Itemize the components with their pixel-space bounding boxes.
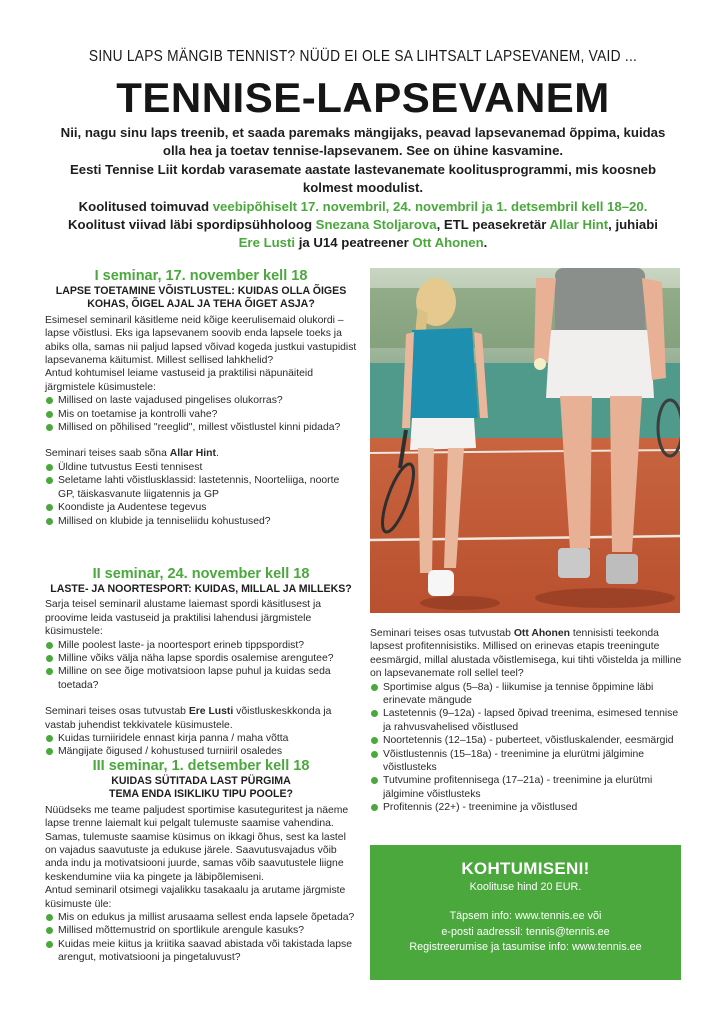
price-text: Koolituse hind 20 EUR.: [469, 881, 582, 893]
info-line: Registreerumise ja tasumise info: www.tennis.ee: [409, 941, 642, 953]
tennis-photo: [370, 268, 680, 613]
dates-prefix: Koolitused toimuvad: [78, 198, 213, 214]
paragraph: [370, 627, 682, 681]
seminar-subtitle: KUIDAS SÜTITADA LAST PÜRGIMA TEMA ENDA ISIKLIKU TIPU POOLE?: [108, 775, 294, 801]
seminar-3: [45, 758, 357, 965]
list-item: Milline võiks välja näha lapse spordis osalemise arengutee?: [45, 652, 357, 665]
list-item: Tutvumine profitennisega (17–21a) - treenimine ja elurütmi jälgimine võistlusteks: [370, 774, 682, 801]
speaker-name: Allar Hint: [169, 448, 216, 460]
intro-text-1: Nii, nagu sinu laps treenib, et saada paremaks mängijaks, peavad lapsevanemad õppima, kuidas olla hea ja toetav tennise-lapsevanem. See on ühine kasvamine.: [60, 125, 666, 159]
list-item: Üldine tutvustus Eesti tennisest: [45, 461, 357, 474]
list-item: Millised on laste vajadused pingelises olukorras?: [45, 394, 357, 407]
seminar-title: II seminar, 24. november kell 18: [92, 566, 310, 582]
speaker-name: Ott Ahonen: [513, 628, 570, 639]
list-item: Profitennis (22+) - treenimine ja võistlused: [370, 801, 682, 814]
seminar-title: III seminar, 1. detsember kell 18: [92, 758, 310, 774]
lead-mid: , juhiabi: [608, 217, 658, 233]
bullet-list: [370, 681, 682, 815]
seminar-subtitle: LAPSE TOETAMINE VÕISTLUSTEL: KUIDAS OLLA ÕIGES KOHAS, ÕIGEL AJAL JA TEHA ÕIGET ASJA?: [55, 285, 347, 311]
lead-end: .: [483, 235, 488, 251]
list-item: Mis on edukus ja millist arusaama sellest enda lapsele õpetada?: [45, 911, 357, 924]
tennis-court-illustration: [370, 268, 680, 613]
lead-mid: ja U14 peatreener: [295, 235, 413, 251]
list-item: Milline on see õige motivatsioon lapse puhul ja kuidas seda toetada?: [45, 665, 357, 692]
list-item: Mis on toetamise ja kontrolli vahe?: [45, 408, 357, 421]
text-end: tennisisti teekonda lapsest profitennisistiks. Millised on erinevas etapis treeningute eesmärgid, millal alustada võistlemisega, kui tihti võistelda ja milline on lapsevanemate roll sellel teel?: [370, 628, 682, 680]
info-line: e-posti aadressil: tennis@tennis.ee: [441, 925, 610, 938]
seminar-2: [45, 566, 357, 759]
paragraph: Nüüdseks me teame paljudest sportimise kasuteguritest ja näeme lapse trenne laiemalt kui pelgalt tulemuste saamise vahendina. Samas, tulemuste saamise küsimus on ikkagi õhus, sest ka lastel on vajadus saavutuste ja edukuse järele. Saavutusvajadus võib anda indu ja motivatsiooni juurde, samas võib saavutustele liigne keskendumine viia ka pingete ja läbipõlemiseni.: [45, 804, 349, 883]
lecturer-name: Ott Ahonen: [412, 235, 484, 251]
list-item: Millised on põhilised "reeglid", millest võistlustel kinni pidada?: [45, 421, 357, 434]
info-line: Täpsem info: www.tennis.ee või: [449, 910, 602, 922]
list-item: Kuidas turniiridele ennast kirja panna / maha võtta: [45, 732, 357, 745]
lecturer-name: Snezana Stoljarova: [315, 217, 437, 233]
lecturers-line: [60, 216, 666, 253]
contact-info: [370, 909, 681, 956]
list-item: Mille poolest laste- ja noortesport erineb tippspordist?: [45, 639, 357, 652]
list-item: Võistlustennis (15–18a) - treenimine ja elurütmi jälgimine võistlusteks: [370, 748, 682, 775]
text-prefix: Seminari teises saab sõna: [45, 448, 170, 460]
lecturer-name: Ere Lusti: [238, 235, 296, 251]
paragraph: [45, 705, 357, 732]
list-item: Millised on klubide ja tenniseliidu kohustused?: [45, 515, 357, 528]
lead-mid: , ETL peasekretär: [436, 217, 550, 233]
list-item: Noortetennis (12–15a) - puberteet, võistluskalender, eesmärgid: [370, 734, 682, 747]
bullet-list: [45, 639, 357, 693]
list-item: Sportimise algus (5–8a) - liikumise ja tennise õppimine läbi erinevate mängude: [370, 681, 682, 708]
text-end: võistluskeskkonda ja vastab juhendist tekkivatele küsimustele.: [45, 706, 332, 731]
bullet-list: [45, 461, 357, 528]
box-title: KOHTUMISENI!: [461, 859, 590, 878]
intro-text-2: Eesti Tennise Liit kordab varasemate aastate lastevanemate koolitusprogrammi, mis koosneb kolmest moodulist.: [69, 161, 657, 196]
paragraph: Esimesel seminaril käsitleme neid kõige keerulisemaid olukordi – lapse võistlusi. Eks iga lapsevanem soovib enda lapsele toeks ja abiks olla, samas nii paljud lapsed võivad kogeda justkui vastupidist lapsevanema käitumist. Millest sellised lahkhelid?: [45, 314, 357, 367]
text-end: .: [215, 448, 219, 460]
text-prefix: Seminari teises osas tutvustab: [45, 706, 189, 718]
paragraph: Antud seminaril otsimegi vajalikku tasakaalu ja arutame järgmiste küsimuste üle:: [45, 885, 346, 910]
list-item: Seletame lahti võistlusklassid: lastetennis, Noorteliiga, noorte GP, täiskasvanute liigatennis ja GP: [45, 474, 357, 501]
kicker-heading: SINU LAPS MÄNGIB TENNIST? NÜÜD EI OLE SA LIHTSALT LAPSEVANEM, VAID ...: [88, 48, 638, 65]
seminar-subtitle: LASTE- JA NOORTESPORT: KUIDAS, MILLAL JA MILLEKS?: [50, 583, 352, 595]
dates-highlight: veebipõhiselt 17. novembril, 24. novembril ja 1. detsembril kell 18–20.: [212, 198, 648, 214]
list-item: Millised mõttemustrid on sportlikule arengule kasuks?: [45, 924, 357, 937]
list-item: Lastetennis (9–12a) - lapsed õpivad treenima, esimesed tennise ja rahvusvahelised võistlused: [370, 707, 682, 734]
speaker-name: Ere Lusti: [188, 706, 234, 718]
seminar-3-continued: [370, 627, 682, 815]
spacer: [45, 434, 357, 447]
bullet-list: [45, 394, 357, 434]
bullet-list: [45, 732, 357, 759]
paragraph: Sarja teisel seminaril alustame laiemast spordi käsitlusest ja proovime leida vastuseid ja praktilisi lahendusi järgmistele küsimustele:: [45, 599, 322, 638]
bullet-list: [45, 911, 357, 965]
list-item: Kuidas meie kiitus ja kriitika saavad abistada või takistada lapse arengut, motivatsiooni ja pingetaluvust?: [45, 938, 357, 965]
list-item: Koondiste ja Audentese tegevus: [45, 501, 357, 514]
spacer: [45, 692, 357, 705]
paragraph: Antud kohtumisel leiame vastuseid ja praktilisi näpunäiteid järgmistele küsimustele:: [45, 368, 313, 393]
seminar-title: I seminar, 17. november kell 18: [94, 268, 308, 284]
intro-block: [60, 124, 666, 253]
lecturer-name: Allar Hint: [549, 217, 609, 233]
contact-box: [370, 845, 681, 980]
seminar-1: [45, 268, 357, 528]
paragraph: [45, 447, 357, 460]
text-prefix: Seminari teises osas tutvustab: [370, 628, 514, 639]
lead-prefix: Koolitust viivad läbi spordipsühholoog: [68, 217, 316, 233]
page-title: TENNISE-LAPSEVANEM: [116, 74, 610, 121]
dates-line: [60, 198, 666, 216]
list-item: Mängijate õigused / kohustused turniiril osaledes: [45, 745, 357, 758]
